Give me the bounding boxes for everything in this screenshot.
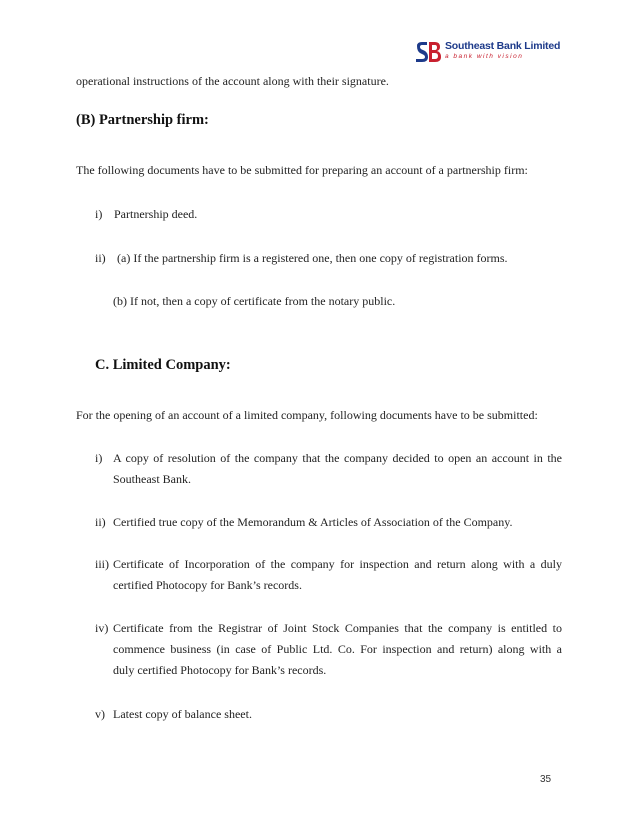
list-subitem: (b) If not, then a copy of certificate from the notary public. — [113, 294, 396, 308]
list-item-number: i) — [95, 207, 103, 221]
list-item-text: (a) If the partnership firm is a registered one, then one copy of registration forms. — [117, 251, 508, 265]
bank-logo-name: Southeast Bank Limited — [445, 40, 561, 52]
section-c-lead: For the opening of an account of a limited company, following documents have to be submitted: — [76, 408, 538, 422]
list-item-number: ii) — [95, 251, 106, 265]
list-item-line: Southeast Bank. — [113, 472, 191, 486]
list-item-number: ii) — [95, 515, 106, 529]
bank-logo — [414, 38, 561, 70]
bank-logo-tagline: a bank with vision — [445, 53, 524, 60]
list-item-number: iv) — [95, 621, 109, 635]
list-item-line: Certificate from the Registrar of Joint Stock Companies that the company is entitled to — [113, 621, 562, 635]
list-item-number: iii) — [95, 557, 109, 571]
list-item-line: duly certified Photocopy for Bank’s records. — [113, 663, 327, 677]
page-number: 35 — [540, 774, 552, 785]
list-item-number: i) — [95, 451, 103, 465]
list-item-line: certified Photocopy for Bank’s records. — [113, 578, 302, 592]
section-c-heading: C. Limited Company: — [95, 357, 231, 373]
section-b-heading: (B) Partnership firm: — [76, 112, 209, 128]
list-item-line: Certificate of Incorporation of the company for inspection and return along with a duly — [113, 557, 562, 571]
list-item-line: Latest copy of balance sheet. — [113, 707, 252, 721]
intro-line: operational instructions of the account along with their signature. — [76, 74, 389, 88]
list-item-line: A copy of resolution of the company that the company decided to open an account in the — [113, 451, 562, 465]
list-item-line: commence business (in case of Public Ltd. Co. For inspection and return) along with a — [113, 642, 562, 656]
list-item-number: v) — [95, 707, 105, 721]
list-item-line: Certified true copy of the Memorandum & Articles of Association of the Company. — [113, 515, 513, 529]
list-item-text: Partnership deed. — [114, 207, 198, 221]
section-b-lead: The following documents have to be submitted for preparing an account of a partnership firm: — [76, 163, 528, 177]
bank-logo-mark-icon — [414, 40, 442, 64]
